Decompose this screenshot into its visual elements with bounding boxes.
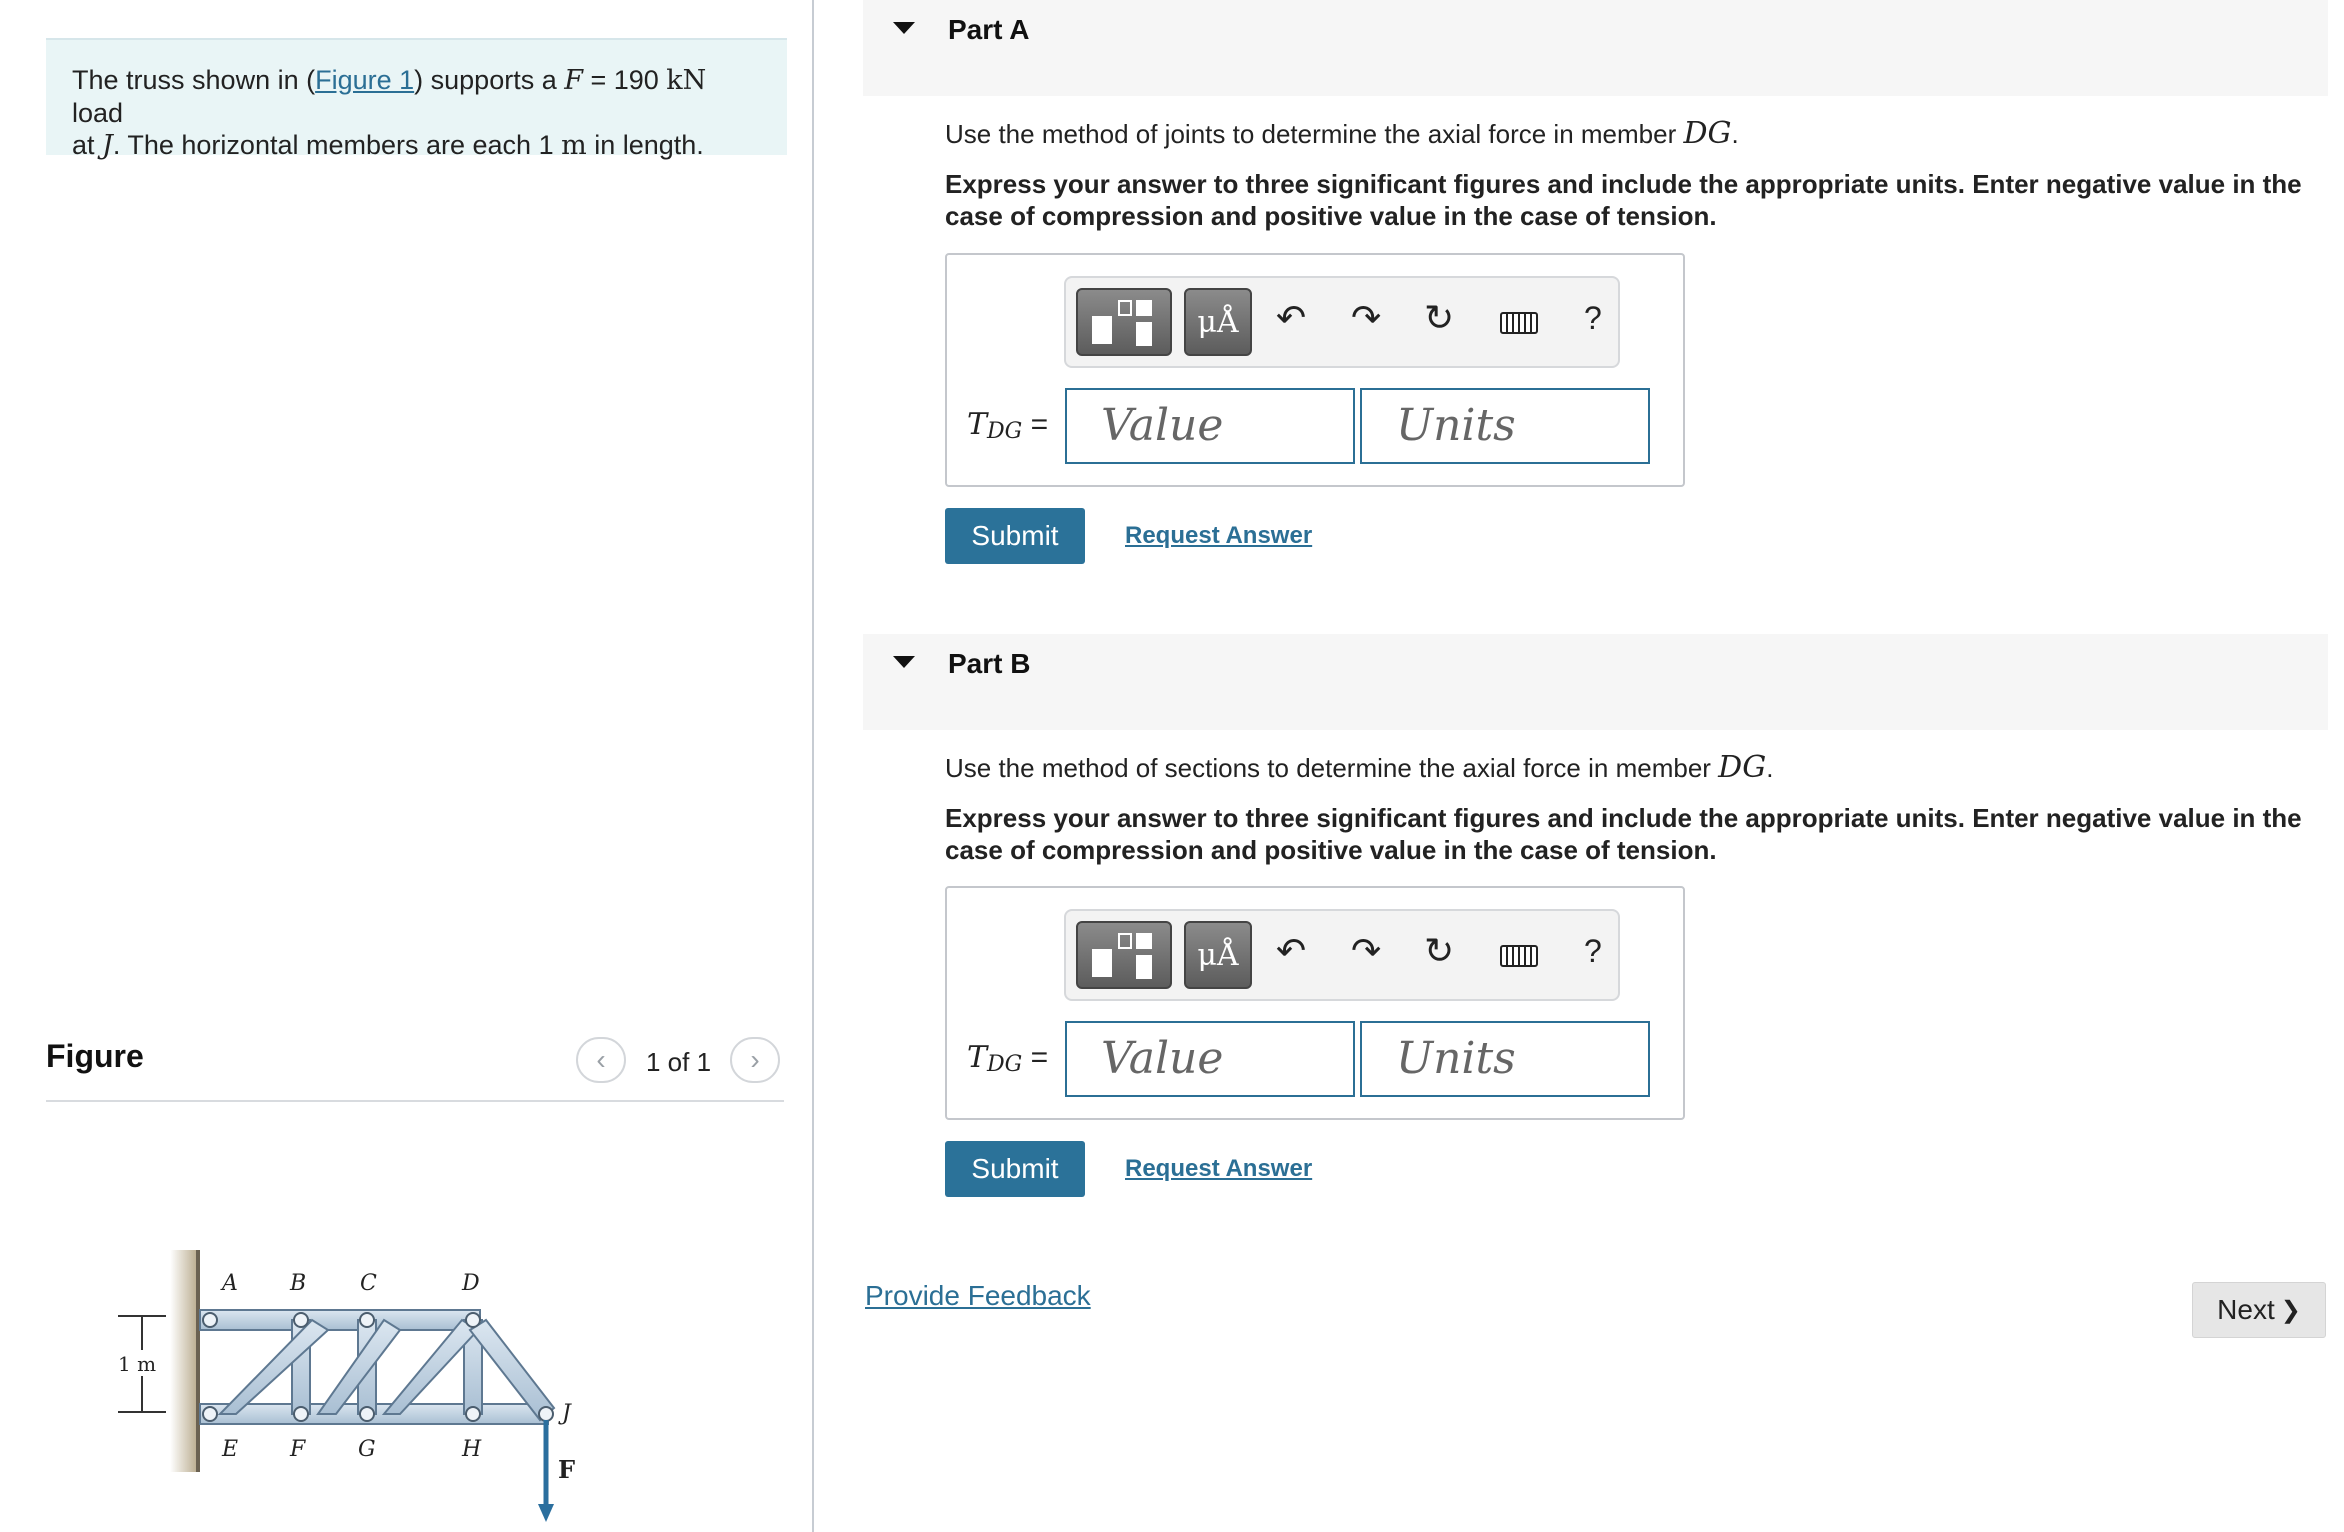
variable-subscript: DG <box>987 1052 1023 1077</box>
collapse-caret-icon[interactable] <box>893 656 915 668</box>
collapse-caret-icon[interactable] <box>893 22 915 34</box>
pin-J <box>539 1407 553 1421</box>
redo-icon[interactable]: ↷ <box>1351 297 1382 338</box>
provide-feedback-link[interactable]: Provide Feedback <box>865 1280 1091 1311</box>
joint-label: B <box>290 1271 307 1296</box>
template-button[interactable] <box>1076 921 1172 989</box>
wall-face <box>196 1250 200 1472</box>
prompt-period: . <box>1731 119 1739 149</box>
chevron-left-icon[interactable]: ‹ <box>576 1037 626 1083</box>
template-button[interactable] <box>1076 288 1172 356</box>
template-icon <box>1092 949 1112 977</box>
part-b-label: Part B <box>948 648 1031 679</box>
joint-label: F <box>290 1437 306 1462</box>
force-arrowhead <box>538 1504 554 1522</box>
figure-header <box>46 1030 784 1102</box>
units-input[interactable]: Units <box>1360 388 1650 464</box>
prompt-text: Use the method of joints to determine the axial force in member <box>945 119 1684 149</box>
variable-label <box>967 407 1048 444</box>
redo-icon[interactable]: ↷ <box>1351 930 1382 971</box>
pin-H <box>466 1407 480 1421</box>
chevron-right-icon[interactable]: › <box>730 1037 780 1083</box>
part-a-instruction: Express your answer to three significant figures and include the appropriate units. Enter negative value in the case of compression and positive value in the case of tension. <box>945 169 2302 231</box>
part-a-request-answer-link[interactable]: Request Answer <box>1125 522 1313 549</box>
problem-statement <box>46 38 787 161</box>
chevron-right-icon: ❯ <box>2280 1296 2301 1324</box>
figure-link[interactable]: Figure 1 <box>315 65 415 95</box>
force-unit: kN <box>666 65 707 96</box>
units-button[interactable]: μÅ <box>1184 921 1252 989</box>
part-a-label: Part A <box>948 14 1030 45</box>
problem-text: . The horizontal members are each 1 <box>112 130 562 160</box>
pin-E <box>203 1407 217 1421</box>
variable-symbol: T <box>967 407 988 442</box>
joint-label: A <box>222 1271 238 1296</box>
part-b-request-answer-link[interactable]: Request Answer <box>1125 1155 1313 1182</box>
next-label: Next <box>2217 1294 2275 1325</box>
truss-figure <box>100 1240 740 1532</box>
joint-label: C <box>360 1271 377 1296</box>
pin-A <box>203 1313 217 1327</box>
problem-text: load <box>72 98 124 128</box>
template-icon <box>1118 933 1132 949</box>
part-b-submit-button[interactable]: Submit <box>945 1141 1085 1197</box>
template-icon <box>1118 300 1132 316</box>
template-icon <box>1092 316 1112 344</box>
joint-label: D <box>462 1271 480 1296</box>
keyboard-icon[interactable] <box>1500 945 1538 967</box>
length-unit: m <box>561 130 587 161</box>
part-a-prompt <box>945 116 1739 151</box>
left-panel <box>0 0 814 1532</box>
help-icon[interactable]: ? <box>1584 300 1602 336</box>
pin-G <box>360 1407 374 1421</box>
problem-text: in length. <box>586 130 704 160</box>
undo-icon[interactable]: ↶ <box>1276 297 1307 338</box>
force-symbol: F <box>564 65 583 96</box>
figure-counter: 1 of 1 <box>646 1047 712 1077</box>
next-button[interactable] <box>2192 1282 2326 1338</box>
template-icon <box>1136 955 1152 979</box>
variable-label <box>967 1040 1048 1077</box>
member-symbol: DG <box>1683 116 1732 151</box>
equals-sign: = <box>1022 1041 1049 1074</box>
part-b-instruction: Express your answer to three significant figures and include the appropriate units. Enter negative value in the case of compression and positive value in the case of tension. <box>945 803 2302 865</box>
value-input[interactable]: Value <box>1065 388 1355 464</box>
prompt-period: . <box>1766 753 1774 783</box>
joint-symbol: J <box>102 130 113 161</box>
reset-icon[interactable]: ↻ <box>1424 930 1455 971</box>
column-divider <box>812 0 814 1532</box>
equals-sign: = <box>1022 408 1049 441</box>
wall-support <box>170 1250 198 1472</box>
units-input[interactable]: Units <box>1360 1021 1650 1097</box>
part-a-header[interactable] <box>863 0 2328 96</box>
joint-label: H <box>462 1437 482 1462</box>
template-icon <box>1136 300 1152 316</box>
pin-D <box>466 1313 480 1327</box>
part-b-prompt <box>945 750 1773 785</box>
joint-label: J <box>562 1401 571 1426</box>
undo-icon[interactable]: ↶ <box>1276 930 1307 971</box>
part-a-answer-box <box>945 253 1685 487</box>
help-icon[interactable]: ? <box>1584 933 1602 969</box>
member-symbol: DG <box>1718 750 1767 785</box>
part-a-submit-button[interactable]: Submit <box>945 508 1085 564</box>
part-b-header[interactable] <box>863 634 2328 730</box>
variable-subscript: DG <box>987 419 1023 444</box>
problem-text: The truss shown in ( <box>72 65 316 95</box>
math-toolbar <box>1064 909 1620 1001</box>
variable-symbol: T <box>967 1040 988 1075</box>
top-chord <box>200 1310 480 1330</box>
joint-label: G <box>358 1437 376 1462</box>
joint-label: E <box>222 1437 239 1462</box>
keyboard-icon[interactable] <box>1500 312 1538 334</box>
pin-C <box>360 1313 374 1327</box>
force-label: F <box>558 1455 576 1484</box>
problem-text: ) supports a <box>414 65 565 95</box>
pin-B <box>294 1313 308 1327</box>
problem-text: at <box>72 130 103 160</box>
value-input[interactable]: Value <box>1065 1021 1355 1097</box>
dimension-label: 1 m <box>118 1352 157 1376</box>
prompt-text: Use the method of sections to determine the axial force in member <box>945 753 1719 783</box>
units-button[interactable]: μÅ <box>1184 288 1252 356</box>
math-toolbar <box>1064 276 1620 368</box>
pin-F <box>294 1407 308 1421</box>
reset-icon[interactable]: ↻ <box>1424 297 1455 338</box>
part-b-answer-box <box>945 886 1685 1120</box>
problem-text: = 190 <box>582 65 667 95</box>
diagonal-member <box>220 1320 328 1414</box>
figure-title: Figure <box>46 1038 144 1074</box>
template-icon <box>1136 322 1152 346</box>
template-icon <box>1136 933 1152 949</box>
